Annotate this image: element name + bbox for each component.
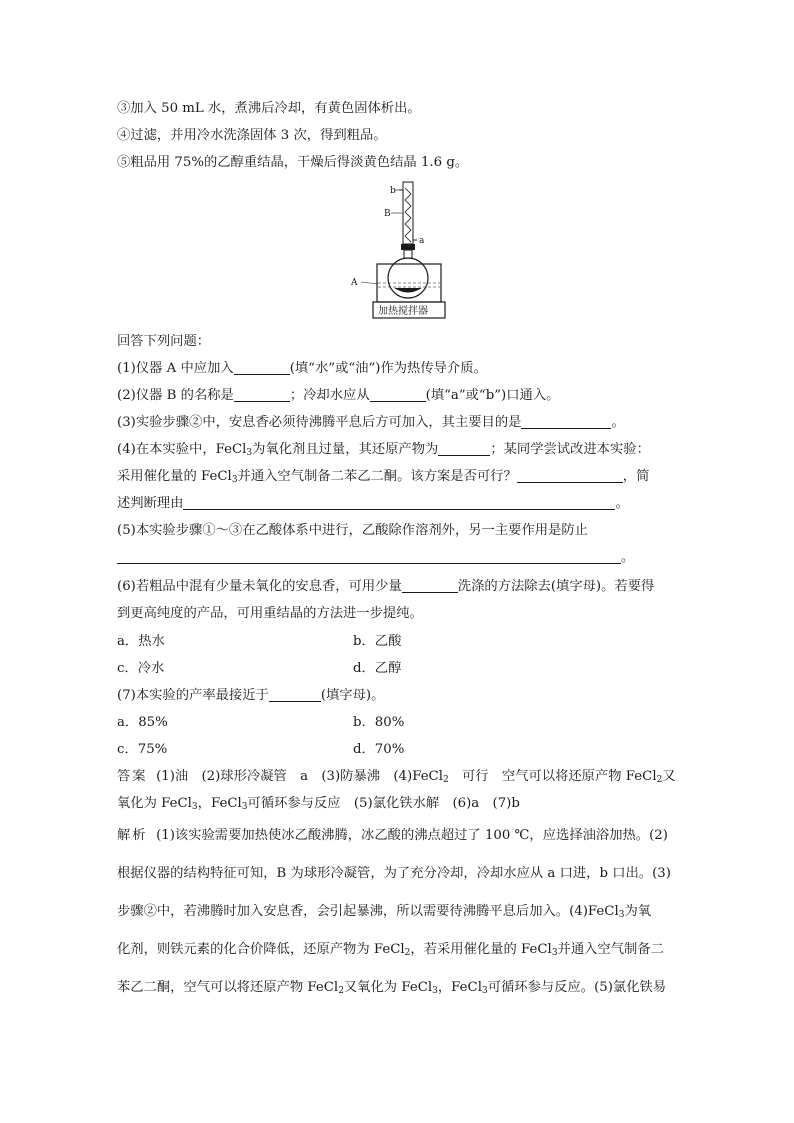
flask-solid [395,288,421,292]
blank-q6[interactable] [402,578,458,593]
intro: 回答下列问题： [117,334,211,349]
q6-option-d: d．乙醇 [353,661,402,676]
question-5-line-2: 。 [117,546,634,565]
analysis-line-1: 解析 (1)该实验需要加热使冰乙酸沸腾，冰乙酸的沸点超过了 100 ℃，应选择油浴加热。(2) [117,828,668,843]
flask-neck [404,250,412,258]
question-6-line-2: 到更高纯度的产品，可用重结晶的方法进一步提纯。 [117,606,423,621]
step-3: ③加入 50 mL 水，煮沸后冷却，有黄色固体析出。 [117,101,421,116]
question-1: (1)仪器 A 中应加入 (填“水”或“油”)作为热传导介质。 [117,361,487,376]
answer-line-1: 答案 (1)油 (2)球形冷凝管 a (3)防暴沸 (4)FeCl$_2$ 可行 空气可以将还原产物 FeCl$_2$又 [117,769,676,785]
q6-option-b: b．乙酸 [353,634,402,649]
blank-q5[interactable] [117,549,621,564]
q7-option-a: a．85% [117,715,168,730]
blank-q4-product[interactable] [438,441,490,456]
q7-option-b: b．80% [353,715,405,730]
question-4-line-1: (4)在本实验中，FeCl$_3$为氧化剂且过量，其还原产物为 ；某同学尝试改进本实验： [117,442,650,458]
label-A: A [351,278,358,288]
stirrer-label: 加热搅拌器 [378,306,428,317]
blank-q3[interactable] [521,414,611,429]
analysis-line-5: 苯乙二酮，空气可以将还原产物 FeCl$_2$又氧化为 FeCl$_3$，FeCl$_3$可循环参与反应。(5)氯化铁易 [117,980,667,996]
label-B: B [384,209,391,219]
analysis-line-3: 步骤②中，若沸腾时加入安息香，会引起暴沸，所以需要待沸腾平息后加入。(4)FeCl$_3$为氧 [117,904,652,920]
condenser-coil [405,188,411,242]
label-a: a [419,236,425,246]
q7-option-d: d．70% [353,742,405,757]
answer-line-2: 氧化为 FeCl$_3$，FeCl$_3$可循环参与反应 (5)氯化铁水解 (6)a (7)b [117,796,520,812]
q6-option-a: a．热水 [117,634,165,649]
q7-option-c: c．75% [117,742,168,757]
blank-q7[interactable] [269,687,321,702]
question-5-line-1: (5)本实验步骤①～③在乙酸体系中进行，乙酸除作溶剂外，另一主要作用是防止 [117,523,588,538]
answer-label: 答案 [117,769,148,784]
question-3: (3)实验步骤②中，安息香必须待沸腾平息后方可加入，其主要目的是 。 [117,415,625,430]
blank-q4-reason[interactable] [183,495,615,510]
question-4-line-2: 采用催化量的 FeCl$_3$并通入空气制备二苯乙二酮。该方案是否可行？ ，简 [117,469,650,485]
question-4-line-3: 述判断理由 。 [117,496,629,511]
analysis-line-4: 化剂，则铁元素的化合价降低，还原产物为 FeCl$_2$，若采用催化量的 FeCl$_3$并通入空气制备二 [117,942,664,958]
apparatus-figure [345,180,455,320]
step-5: ⑤粗品用 75%的乙醇重结晶，干燥后得淡黄色结晶 1.6 g。 [117,155,469,170]
q6-option-c: c．冷水 [117,661,165,676]
step-4: ④过滤，并用冷水洗涤固体 3 次，得到粗品。 [117,128,387,143]
question-2: (2)仪器 B 的名称是 ；冷却水应从 (填“a”或“b”)口通入。 [117,388,560,403]
question-7: (7)本实验的产率最接近于 (填字母)。 [117,688,385,703]
analysis-line-2: 根据仪器的结构特征可知，B 为球形冷凝管，为了充分冷却，冷却水应从 a 口进，b 口出。(3) [117,866,671,881]
blank-q1[interactable] [234,360,290,375]
blank-q2-name[interactable] [234,387,290,402]
stopper [401,244,415,250]
label-b: b [390,186,396,196]
question-6-line-1: (6)若粗品中混有少量未氧化的安息香，可用少量 洗涤的方法除去(填字母)。若要得 [117,579,655,594]
blank-q2-port[interactable] [370,387,426,402]
analysis-label: 解析 [117,828,148,843]
blank-q4-feasible[interactable] [517,468,623,483]
